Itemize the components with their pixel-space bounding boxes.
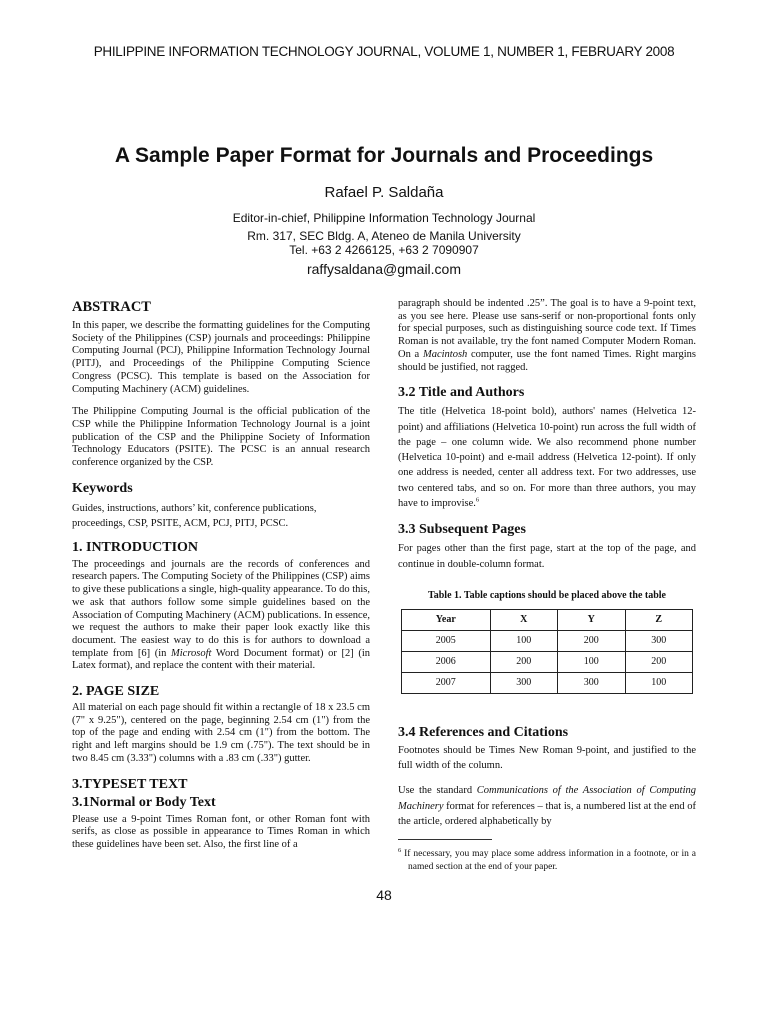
normal-text-heading: 3.1Normal or Body Text xyxy=(72,794,216,810)
references-text: Footnotes should be Times New Roman 9-point, and justified to the full width of the column. xyxy=(398,744,696,772)
table-cell: 2007 xyxy=(402,672,491,693)
table-cell: 100 xyxy=(625,672,693,693)
table-cell: 200 xyxy=(490,651,557,672)
author-name: Rafael P. Saldaña xyxy=(324,184,444,201)
table-cell: 100 xyxy=(490,630,557,651)
subsequent-pages-heading: 3.3 Subsequent Pages xyxy=(398,522,526,538)
table-cell: 2006 xyxy=(402,651,491,672)
table-cell: 100 xyxy=(558,651,625,672)
footnote-marker: 6 xyxy=(398,847,402,855)
table-cell: 300 xyxy=(490,672,557,693)
references-text: Use the standard Communications of the Association of Computing Machinery format for references – that is, a numbered list at the end of the article, ordered alphabetically by xyxy=(398,785,696,828)
table-row xyxy=(402,630,693,651)
table-cell: 200 xyxy=(558,630,625,651)
affiliation-line: Rm. 317, SEC Bldg. A, Ateneo de Manila University xyxy=(247,229,521,243)
references-heading: 3.4 References and Citations xyxy=(398,724,569,740)
title-authors-heading: 3.2 Title and Authors xyxy=(398,385,525,401)
table-cell: 2005 xyxy=(402,630,491,651)
table-header-cell: Year xyxy=(402,609,491,630)
abstract-paragraph: In this paper, we describe the formatting guidelines for the Computing Society of the Philippines (CSP) journals and proceedings: Philippine Computing Journal (PCJ), Philippine Information Technology Journal (PITJ), and Proceedings of the Philippine Computing Science Congress (PCSC). This template is based on the Association for Computing Machinery (ACM) guidelines. xyxy=(72,320,370,395)
table-cell: 300 xyxy=(558,672,625,693)
table-caption: Table 1. Table captions should be placed above the table xyxy=(427,589,666,601)
table-header-row xyxy=(402,609,693,630)
abstract-heading: ABSTRACT xyxy=(72,299,151,315)
table-header-cell: Z xyxy=(625,609,693,630)
table-cell: 200 xyxy=(625,651,693,672)
paper-title: A Sample Paper Format for Journals and Proceedings xyxy=(114,144,654,167)
right-column xyxy=(398,298,696,874)
normal-text-paragraph: Please use a 9-point Times Roman font, or other Roman font with serifs, as close as possible in appearance to Times Roman in which these guidelines have been set. Also, the first line of a xyxy=(72,813,370,850)
table-header-cell: X xyxy=(490,609,557,630)
keywords-text: Guides, instructions, authors’ kit, conference publications, proceedings, CSP, PSITE, ACM, PCJ, PITJ, PCSC. xyxy=(72,502,317,529)
author-email[interactable]: raffysaldana@gmail.com xyxy=(306,261,462,277)
abstract-paragraph: The Philippine Computing Journal is the official publication of the CSP while the Philippine Information Technology Journal is a joint publication of the CSP and the Philippine Society of Information Technology Educators (PSITE). The PCSC is an annual research conference organized by the CSP. xyxy=(72,406,370,469)
title-authors-text: The title (Helvetica 18-point bold), authors' names (Helvetica 12-point) and affiliations (Helvetica 10-point) run across the full width of the page – one column wide. We also recommend phone number (Helvetica 10-point) and e-mail address (Helvetica 12-point). If only one address is needed, center all address text. For two addresses, use two centered tabs, and so on. For more than three authors, you may have to improvise.$^6$ xyxy=(398,406,696,509)
affiliation-line: Tel. +63 2 4266125, +63 2 7090907 xyxy=(289,243,479,257)
table-row xyxy=(402,651,693,672)
introduction-heading: 1. INTRODUCTION xyxy=(72,539,199,555)
left-column xyxy=(72,298,370,852)
introduction-text: The proceedings and journals are the records of conferences and research papers. The Computing Society of the Philippines (CSP) aims to give these publications a single, high-quality appearance. To do this, we ask that authors follow some simple guidelines based on the Association of Computing Machinery (ACM) publications. In essence, we request the authors to make their paper look exactly like this document. The easiest way to do this is for authors to download a template from [6] (in Microsoft Word Document format) or [2] (in Latex format), and replace the content with their material. xyxy=(72,558,370,672)
subsequent-pages-text: For pages other than the first page, start at the top of the page, and continue in double-column format. xyxy=(398,543,696,570)
keywords-heading: Keywords xyxy=(72,480,133,496)
continued-paragraph: paragraph should be indented .25”. The goal is to have a 9-point text, as you see here. Please use sans-serif or non-proportional fonts only for special purposes, such as distinguishing source code text. If Times Roman is not available, try the font named Computer Modern Roman. On a Macintosh computer, use the font named Times. Right margins should be justified, not ragged. xyxy=(398,298,696,373)
footnote: $^6$ If necessary, you may place some address information in a footnote, or in a named section at the end of your paper. xyxy=(398,847,696,873)
data-table xyxy=(401,609,693,694)
footnote-marker[interactable]: 6 xyxy=(475,496,480,504)
page-number: 48 xyxy=(376,887,392,903)
table-row xyxy=(402,672,693,693)
page-size-text: All material on each page should fit within a rectangle of 18 x 23.5 cm (7" x 9.25"), centered on the page, beginning 2.54 cm (1") from the top of the page and ending with 2.54 cm (1") from the bottom. The right and left margins should be 1.9 cm (.75"). The text should be in two 8.45 cm (3.33") columns with a .83 cm (.33") gutter. xyxy=(72,702,370,764)
typeset-heading: 3.TYPESET TEXT xyxy=(72,776,188,792)
table-header-cell: Y xyxy=(558,609,625,630)
table-cell: 300 xyxy=(625,630,693,651)
page-size-heading: 2. PAGE SIZE xyxy=(72,684,160,700)
affiliation-line: Editor-in-chief, Philippine Information Technology Journal xyxy=(232,211,536,225)
running-head: PHILIPPINE INFORMATION TECHNOLOGY JOURNAL, VOLUME 1, NUMBER 1, FEBRUARY 2008 xyxy=(93,44,675,59)
